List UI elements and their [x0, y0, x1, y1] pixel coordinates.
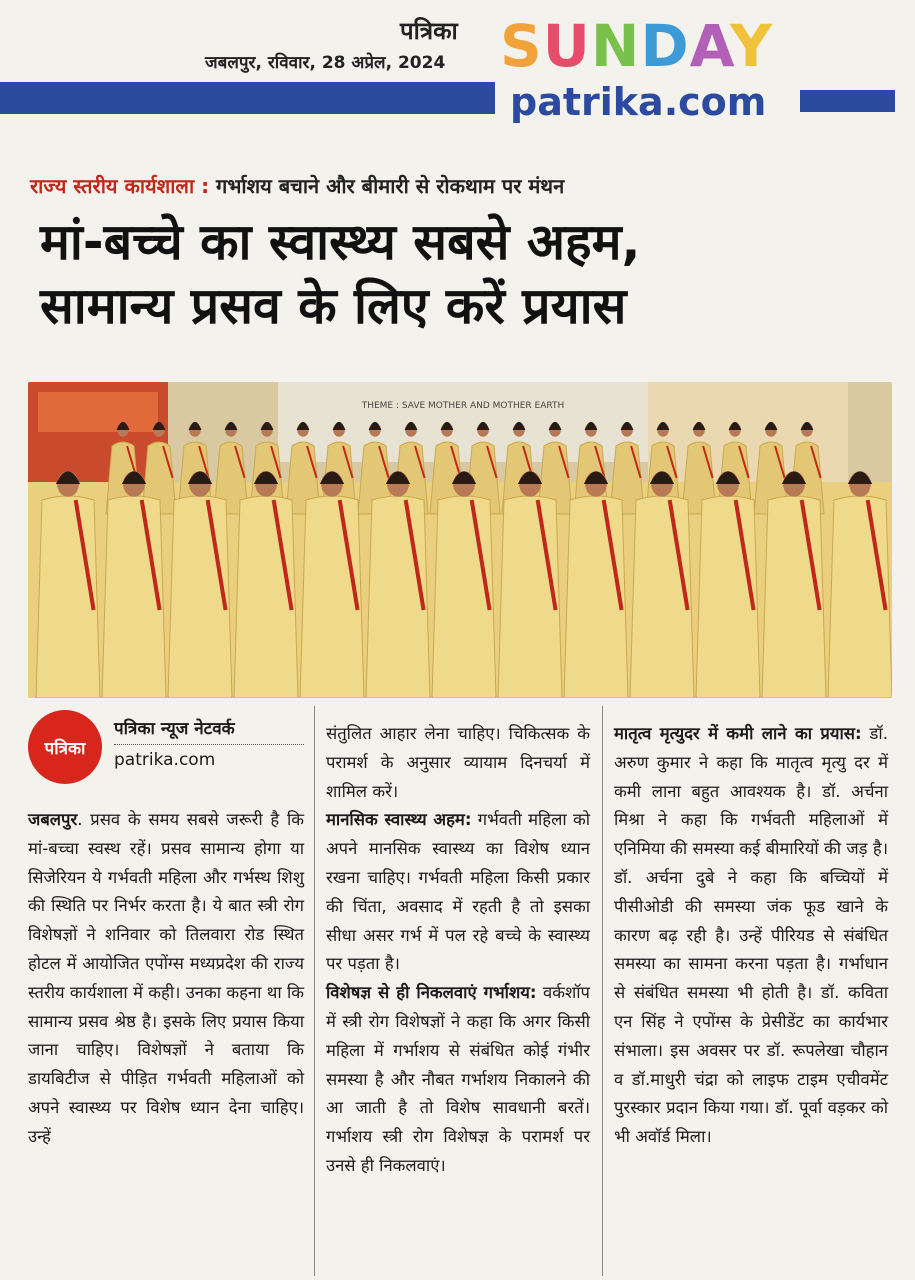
- dateline: जबलपुर, रविवार, 28 अप्रेल, 2024: [205, 53, 446, 73]
- patrika-logo: पत्रिका: [28, 710, 102, 784]
- sunday-letter: S: [500, 12, 543, 80]
- sunday-letter: D: [640, 12, 690, 80]
- sunday-letter: Y: [729, 12, 773, 80]
- dateline-lead: जबलपुर: [28, 810, 78, 829]
- group-photo-illustration: [28, 382, 892, 698]
- sunday-logo: [500, 12, 773, 80]
- article-column-2: [326, 720, 590, 1181]
- byline-name: पत्रिका न्यूज नेटवर्क: [114, 719, 235, 739]
- column-2-text-3: वर्कशॉप में स्त्री रोग विशेषज्ञों ने कहा कि अगर किसी महिला में गर्भाशय से संबंधित कोई गंभीर समस्या है और नौबत गर्भाशय निकालने की आ जाती है तो विशेष सावधानी बरतें। गर्भाशय स्त्री रोग विशेषज्ञ के परामर्श पर उनसे ही निकलवाएं।: [326, 983, 590, 1175]
- sunday-letter: N: [590, 12, 641, 80]
- column-rule-2: [602, 706, 603, 1276]
- column-3-text: डॉ. अरुण कुमार ने कहा कि मातृत्व मृत्यु दर में कमी लाना बहुत आवश्यक है। डॉ. अर्चना मिश्रा ने कहा कि गर्भवती महिलाओं में एनिमिया की समस्या कई बीमारियों की जड़ है। डॉ. अर्चना दुबे ने कहा कि बच्चियों में पीसीओडी की समस्या जंक फूड खाने के कारण बढ़ रही है। उन्हें पीरियड से संबंधित समस्या का सामना करना पड़ता है। गर्भाधान से संबंधित समस्या भी होती है। डॉ. कविता एन सिंह ने एपोंग्स के प्रेसीडेंट का कार्यभार संभाला। इस अवसर पर डॉ. रूपलेखा चौहान व डॉ.माधुरी चंद्रा को लाइफ टाइम एचीवमेंट पुरस्कार प्रदान किया गया। डॉ. पूर्वा वड़कर को भी अवॉर्ड मिला।: [614, 724, 888, 1147]
- group-photo: [28, 382, 892, 698]
- headline-line-1: मां-बच्चे का स्वास्थ्य सबसे अहम,: [40, 213, 641, 271]
- newspaper-brand: पत्रिका: [400, 17, 458, 45]
- subhead-uterus: विशेषज्ञ से ही निकलवाएं गर्भाशय:: [326, 983, 537, 1003]
- sunday-letter: U: [542, 12, 591, 80]
- kicker-label: राज्य स्तरीय कार्यशाला :: [30, 174, 210, 198]
- column-rule-1: [314, 706, 315, 1276]
- article-column-3: [614, 720, 888, 1152]
- column-2-text-1: संतुलित आहार लेना चाहिए। चिकित्सक के परामर्श के अनुसार व्यायाम दिनचर्या में शामिल करें।: [326, 724, 590, 801]
- sunday-letter: A: [689, 12, 730, 80]
- kicker: [30, 172, 564, 199]
- column-1-text: . प्रसव के समय सबसे जरूरी है कि मां-बच्चा स्वस्थ रहें। प्रसव सामान्य होगा या सिजेरियन ये गर्भवती महिला और गर्भस्थ शिशु की स्थिति पर निर्भर करता है। ये बात स्त्री रोग विशेषज्ञों ने शनिवार को तिलवारा रोड स्थित होटल में आयोजित एपोंग्स मध्यप्रदेश की राज्य स्तरीय कार्यशाला में कही। उनका कहना था कि सामान्य प्रसव श्रेष्ठ है। इसके लिए प्रयास किया जाना चाहिए। विशेषज्ञों ने बताया कि डायबिटीज से पीड़ित गर्भवती महिलाओं को अपने स्वास्थ्य पर विशेष ध्यान देना चाहिए। उन्हें: [28, 810, 304, 1146]
- subhead-mental-health: मानसिक स्वास्थ्य अहम:: [326, 810, 472, 830]
- photo-banner-text: THEME : SAVE MOTHER AND MOTHER EARTH: [361, 401, 565, 411]
- column-2-text-2: गर्भवती महिला को अपने मानसिक स्वास्थ्य का विशेष ध्यान रखना चाहिए। गर्भवती महिला किसी प्रकार की चिंता, अवसाद में रहती है तो इसका सीधा असर गर्भ में पल रहे बच्चे के स्वास्थ्य पर पड़ता है।: [326, 810, 590, 974]
- headline: [40, 210, 890, 338]
- site-url: patrika.com: [510, 80, 767, 124]
- byline: [28, 710, 318, 790]
- byline-divider: [114, 744, 304, 745]
- kicker-text: गर्भाशय बचाने और बीमारी से रोकथाम पर मंथन: [209, 174, 565, 198]
- masthead-bar-left: [0, 82, 495, 114]
- headline-line-2: सामान्य प्रसव के लिए करें प्रयास: [40, 277, 627, 335]
- article-column-1: [28, 806, 304, 1152]
- subhead-maternal-mortality: मातृत्व मृत्युदर में कमी लाने का प्रयास:: [614, 724, 862, 743]
- masthead-bar-right: [800, 90, 895, 112]
- byline-site: patrika.com: [114, 750, 216, 770]
- masthead: [0, 0, 915, 140]
